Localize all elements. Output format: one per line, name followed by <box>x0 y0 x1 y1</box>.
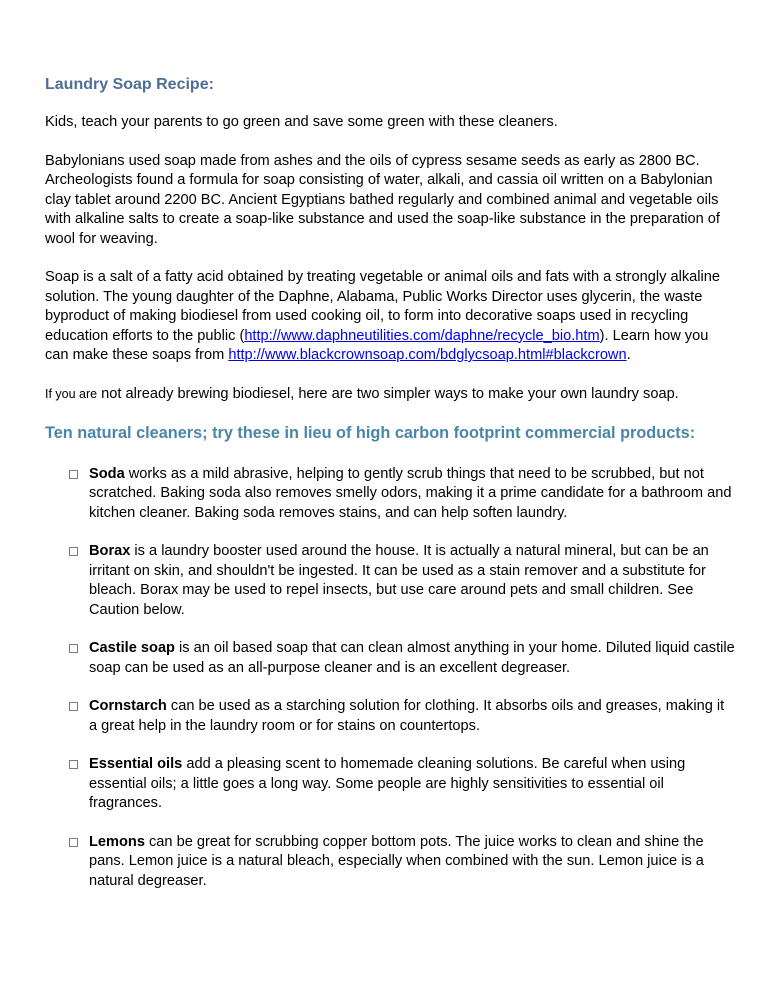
cleaner-term: Cornstarch <box>89 698 167 714</box>
blackcrown-soap-link[interactable]: http://www.blackcrownsoap.com/bdglycsoap.html#blackcrown <box>228 347 627 363</box>
biodiesel-small-text: If you are <box>45 386 98 401</box>
cleaners-heading: Ten natural cleaners; try these in lieu of high carbon footprint commercial products: <box>45 424 696 442</box>
biodiesel-text: not already brewing biodiesel, here are two simpler ways to make your own laundry soap. <box>97 385 679 402</box>
checkbox-bullet-icon <box>69 470 78 479</box>
cleaner-description: can be great for scrubbing copper bottom pots. The juice works to clean and shine the pans. Lemon juice is a natural bleach, especially when combined with the sun. Lemon juice is a natural degreaser. <box>89 833 704 889</box>
intro-paragraph: Kids, teach your parents to go green and save some green with these cleaners. <box>45 114 558 130</box>
soap-paragraph <box>45 268 735 366</box>
document-body <box>45 75 735 910</box>
cleaner-term: Borax <box>89 543 131 559</box>
daphne-utilities-link[interactable]: http://www.daphneutilities.com/daphne/recycle_bio.htm <box>244 327 600 344</box>
cleaner-term: Castile soap <box>89 640 175 656</box>
checkbox-bullet-icon <box>69 644 78 653</box>
cleaner-term: Lemons <box>89 833 145 850</box>
list-item <box>45 755 735 814</box>
checkbox-bullet-icon <box>69 838 78 847</box>
checkbox-bullet-icon <box>69 760 78 769</box>
cleaners-list <box>45 465 735 892</box>
cleaner-description: works as a mild abrasive, helping to gently scrub things that need to be scrubbed, but not scratched. Baking soda also removes smelly odors, making it a prime candidate for a bathroom and kitchen cleaner. Baking soda removes stains, and can help soften laundry. <box>89 465 732 521</box>
cleaner-term: Soda <box>89 465 125 482</box>
cleaner-description: is a laundry booster used around the house. It is actually a natural mineral, but can be an irritant on skin, and shouldn't be ingested. It can be used as a stain remover and a substitute for bleach. Borax may be used to repel insects, but use care around pets and small children. See Caution below. <box>89 543 709 618</box>
cleaner-description: add a pleasing scent to homemade cleaning solutions. Be careful when using essential oils; a little goes a long way. Some people are highly sensitivities to essential oil fragrances. <box>89 756 686 811</box>
biodiesel-paragraph <box>45 385 735 405</box>
soap-text-2: ). Learn how you can make these soaps from <box>45 327 709 363</box>
history-paragraph: Babylonians used soap made from ashes and the oils of cypress sesame seeds as early as 2800 BC. Archeologists found a formula for soap consisting of water, alkali, and cassia oil written on a Babylonian clay tablet around 2200 BC. Ancient Egyptians bathed regularly and combined animal and vegetable oils with alkaline salts to create a soap-like substance and used the soap-like substance in the preparation of wool for weaving. <box>45 152 720 247</box>
soap-text-3: . <box>626 347 631 363</box>
list-item <box>45 833 735 892</box>
checkbox-bullet-icon <box>69 702 78 711</box>
soap-text-1: Soap is a salt of a fatty acid obtained by treating vegetable or animal oils and fats with a strongly alkaline solution. The young daughter of the Daphne, Alabama, Public Works Director uses glycerin, the waste byproduct of making biodiesel from used cooking oil, to form into decorative soaps used in recycling education efforts to the public ( <box>45 269 720 344</box>
checkbox-bullet-icon <box>69 547 78 556</box>
list-item <box>45 639 735 678</box>
cleaner-description: is an oil based soap that can clean almost anything in your home. Diluted liquid castile soap can be used as an all-purpose cleaner and is an excellent degreaser. <box>89 640 735 676</box>
page-title: Laundry Soap Recipe: <box>45 76 214 93</box>
list-item <box>45 465 735 524</box>
list-item <box>45 697 735 736</box>
cleaner-term: Essential oils <box>89 756 183 772</box>
list-item <box>45 542 735 620</box>
cleaner-description: can be used as a starching solution for clothing. It absorbs oils and greases, making it a great help in the laundry room or for stains on countertops. <box>89 698 725 734</box>
